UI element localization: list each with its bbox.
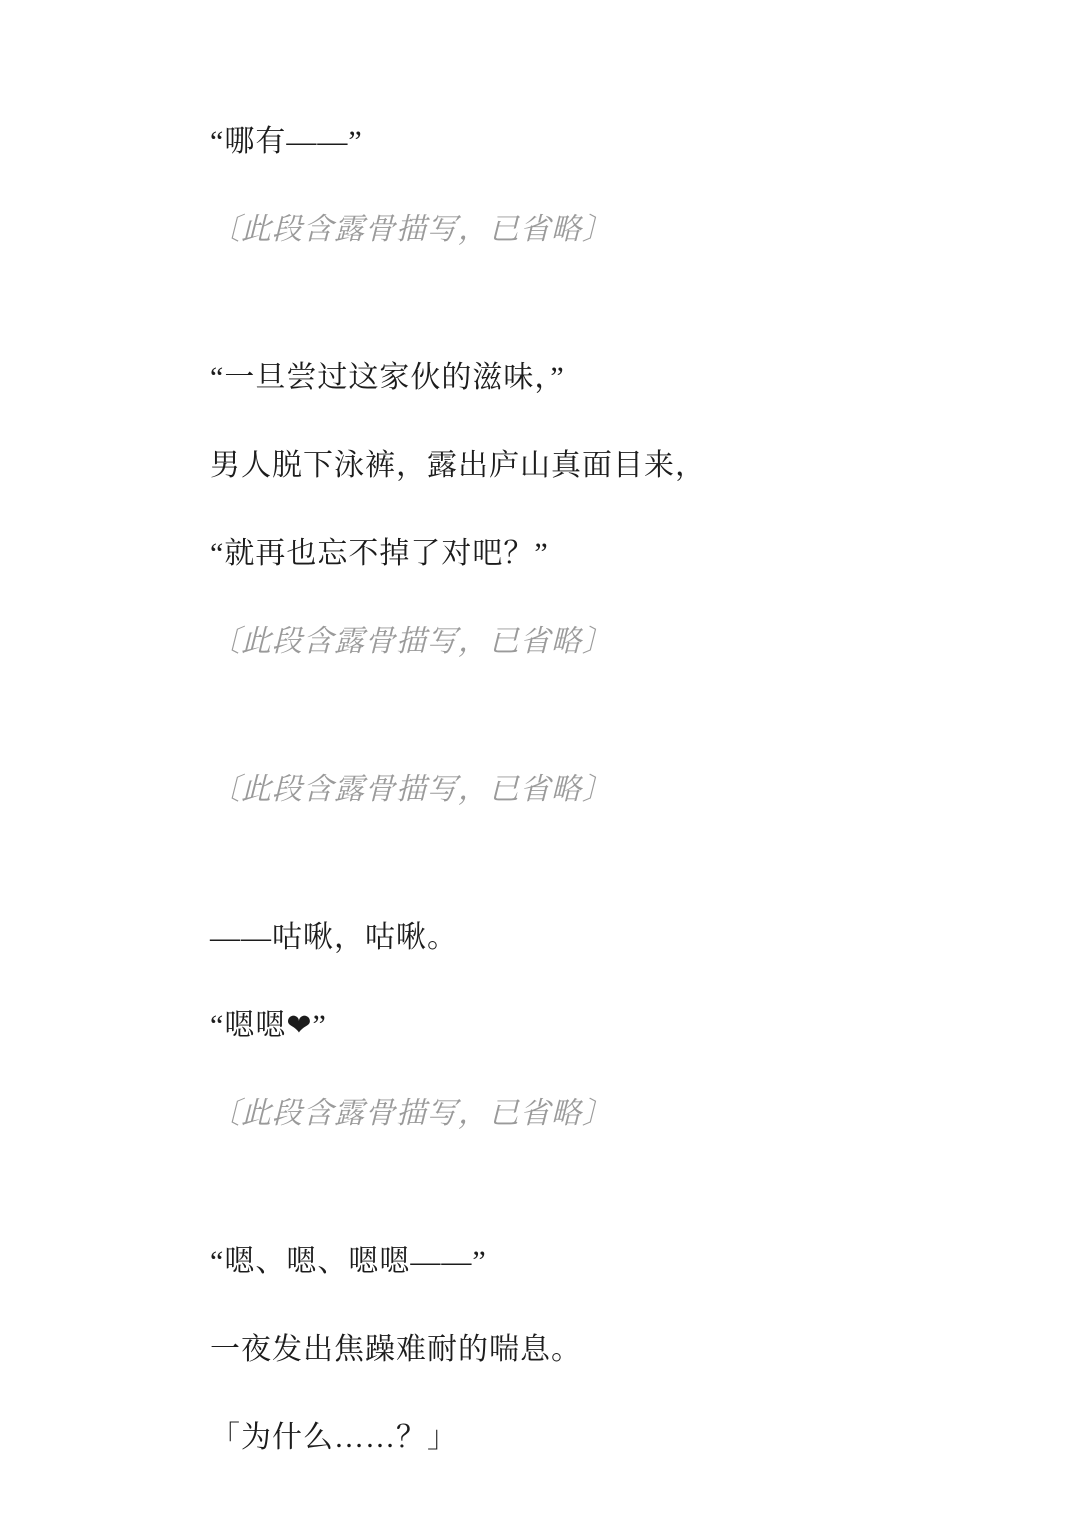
paragraph-dialogue: “嗯、嗯、嗯嗯——”	[210, 1245, 487, 1278]
paragraph-dialogue: “一旦尝过这家伙的滋味，”	[210, 361, 565, 394]
paragraph-dialogue: “嗯嗯❤”	[210, 1009, 327, 1042]
paragraph-dialogue: 「为什么……？」	[210, 1421, 458, 1454]
paragraph-narration-redacted: 〔此段含露骨描写，已省略〕	[210, 773, 613, 806]
paragraph-dialogue: “就再也忘不掉了对吧？”	[210, 537, 549, 570]
paragraph-dialogue: “哪有——”	[210, 125, 363, 158]
paragraph-narration: 男人脱下泳裤，露出庐山真面目来，	[210, 449, 706, 482]
paragraph-sfx: ——咕啾，咕啾。	[210, 921, 458, 954]
paragraph-narration-redacted: 〔此段含露骨描写，已省略〕	[210, 1097, 613, 1130]
paragraph-narration-redacted: 〔此段含露骨描写，已省略〕	[210, 213, 613, 246]
paragraph-narration: 一夜发出焦躁难耐的喘息。	[210, 1333, 582, 1366]
paragraph-narration-redacted: 〔此段含露骨描写，已省略〕	[210, 625, 613, 658]
